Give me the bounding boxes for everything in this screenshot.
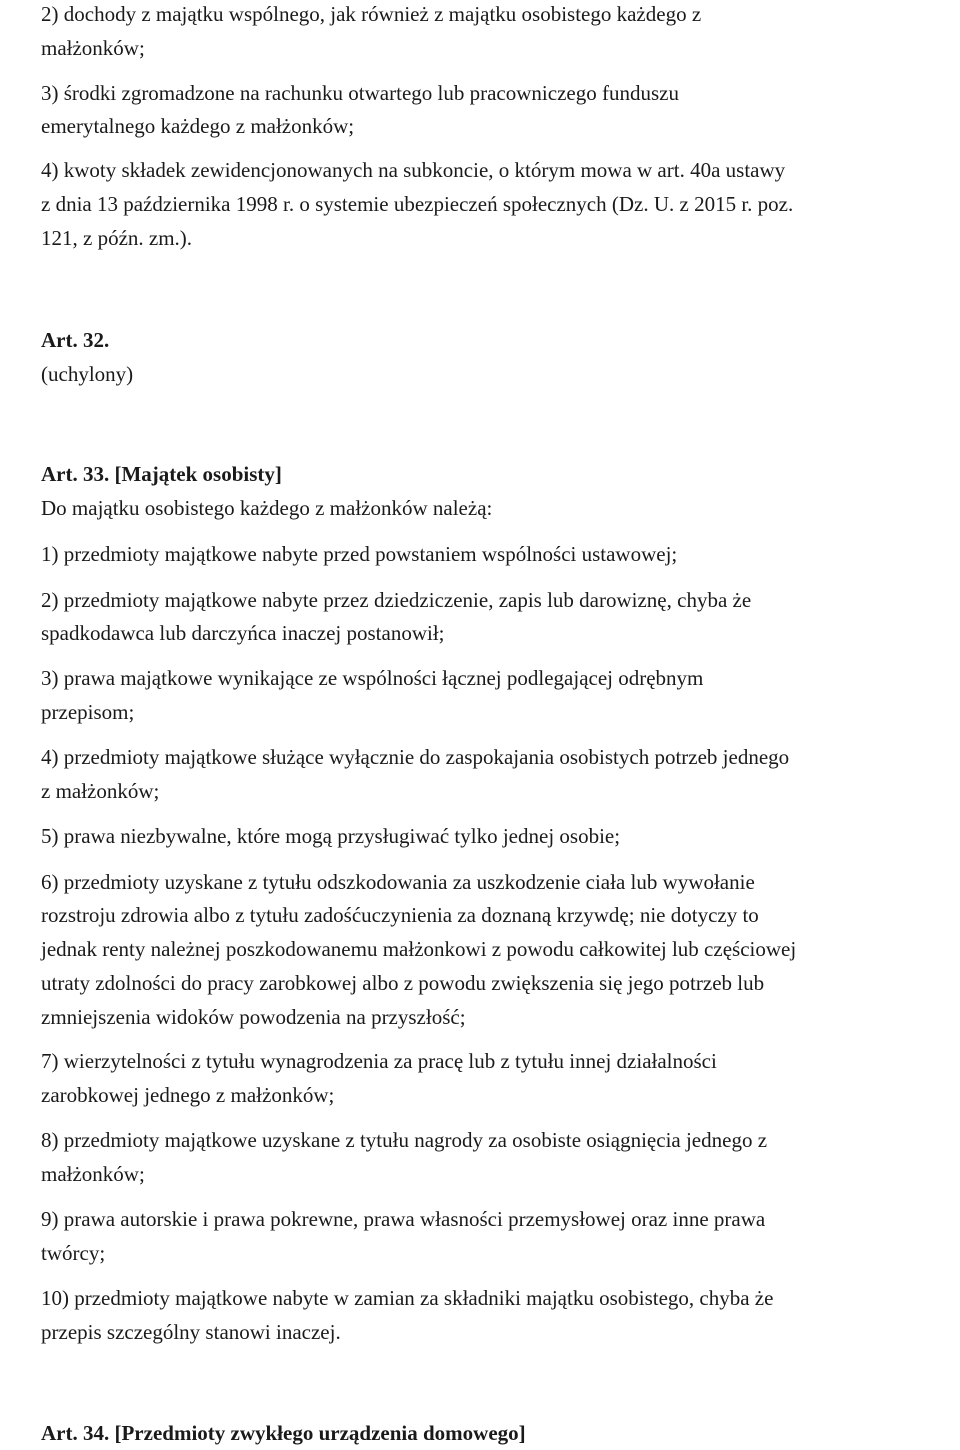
art33-item9-line2: twórcy; — [41, 1241, 106, 1265]
art33-item6-line5: zmniejszenia widoków powodzenia na przyszłość; — [41, 1005, 466, 1029]
art33-heading-num: Art. 33. — [41, 462, 110, 486]
intro-item4-line3: 121, z późn. zm.). — [41, 226, 193, 250]
art33-item5-line1: 5) prawa niezbywalne, które mogą przysługiwać tylko jednej osobie; — [41, 824, 621, 848]
intro-item4-line2: z dnia 13 października 1998 r. o systemie ubezpieczeń społecznych (Dz. U. z 2015 r. poz. — [41, 192, 794, 216]
art33-item9-line1: 9) prawa autorskie i prawa pokrewne, prawa własności przemysłowej oraz inne prawa — [41, 1207, 766, 1231]
intro-item4-line1: 4) kwoty składek zewidencjonowanych na subkoncie, o którym mowa w art. 40a ustawy — [41, 158, 786, 182]
art33-item2-line1: 2) przedmioty majątkowe nabyte przez dziedziczenie, zapis lub darowiznę, chyba że — [41, 588, 752, 612]
art32-heading: Art. 32. — [41, 328, 110, 352]
art33-item2-line2: spadkodawca lub darczyńca inaczej postanowił; — [41, 621, 445, 645]
art33-item1-line1: 1) przedmioty majątkowe nabyte przed powstaniem wspólności ustawowej; — [41, 542, 678, 566]
art34-heading — [41, 1423, 526, 1444]
art33-item6-line3: jednak renty należnej poszkodowanemu małżonkowi z powodu całkowitej lub częściowej — [41, 937, 797, 961]
art34-heading-title: [Przedmioty zwykłego urządzenia domowego] — [114, 1421, 526, 1445]
art33-lead: Do majątku osobistego każdego z małżonków należą: — [41, 496, 493, 520]
art33-heading-title: [Majątek osobisty] — [114, 462, 282, 486]
art34-heading-num: Art. 34. — [41, 1421, 110, 1445]
art33-item4-line1: 4) przedmioty majątkowe służące wyłącznie do zaspokajania osobistych potrzeb jednego — [41, 745, 790, 769]
art33-item3-line1: 3) prawa majątkowe wynikające ze wspólności łącznej podlegającej odrębnym — [41, 666, 704, 690]
art33-item7-line2: zarobkowej jednego z małżonków; — [41, 1083, 335, 1107]
art33-item6-line1: 6) przedmioty uzyskane z tytułu odszkodowania za uszkodzenie ciała lub wywołanie — [41, 870, 755, 894]
art33-item6-line2: rozstroju zdrowia albo z tytułu zadośćuczynienia za doznaną krzywdę; nie dotyczy to — [41, 903, 759, 927]
intro-item3-line1: 3) środki zgromadzone na rachunku otwartego lub pracowniczego funduszu — [41, 81, 679, 105]
art32-status: (uchylony) — [41, 362, 134, 386]
art33-item8-line2: małżonków; — [41, 1162, 145, 1186]
art33-item10-line2: przepis szczególny stanowi inaczej. — [41, 1320, 341, 1344]
intro-item2-line2: małżonków; — [41, 36, 145, 60]
art33-item10-line1: 10) przedmioty majątkowe nabyte w zamian za składniki majątku osobistego, chyba że — [41, 1286, 774, 1310]
art33-item6-line4: utraty zdolności do pracy zarobkowej albo z powodu zwiększenia się jego potrzeb lub — [41, 971, 765, 995]
art33-heading — [41, 464, 282, 485]
art33-item8-line1: 8) przedmioty majątkowe uzyskane z tytułu nagrody za osobiste osiągnięcia jednego z — [41, 1128, 768, 1152]
intro-item3-line2: emerytalnego każdego z małżonków; — [41, 114, 355, 138]
art33-item7-line1: 7) wierzytelności z tytułu wynagrodzenia za pracę lub z tytułu innej działalności — [41, 1049, 717, 1073]
art33-item3-line2: przepisom; — [41, 700, 135, 724]
art33-item4-line2: z małżonków; — [41, 779, 160, 803]
intro-item2-line1: 2) dochody z majątku wspólnego, jak również z majątku osobistego każdego z — [41, 2, 702, 26]
